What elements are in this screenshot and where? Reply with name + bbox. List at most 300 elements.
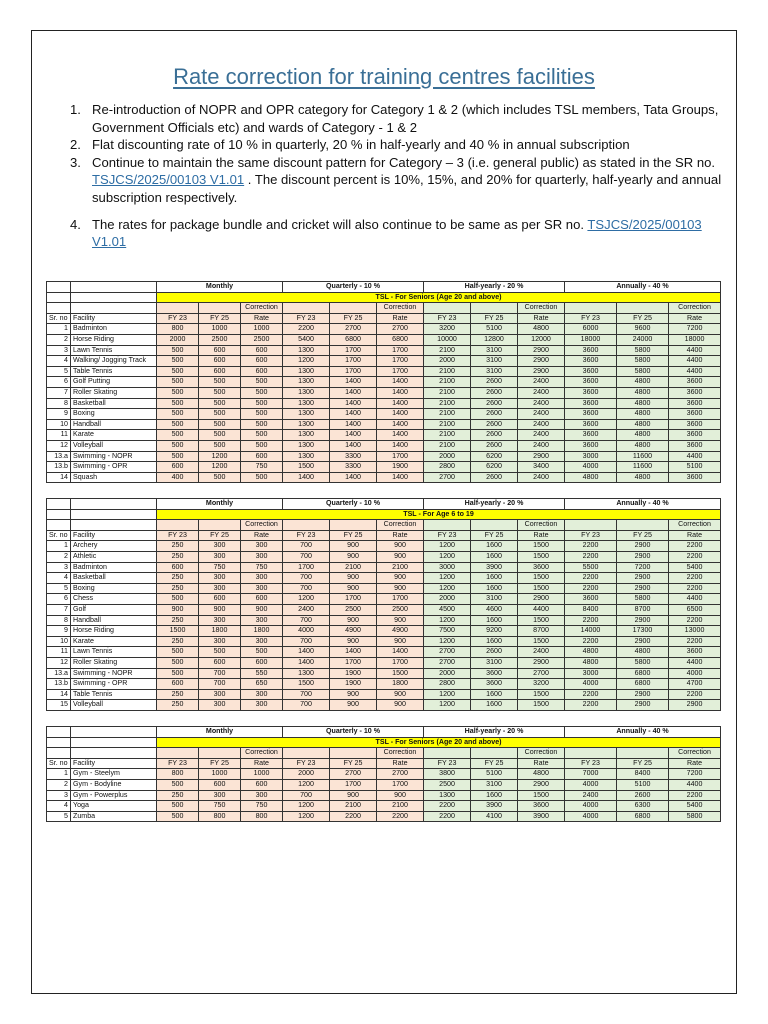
facility-name: Roller Skating xyxy=(71,657,157,668)
header-facility: Facility xyxy=(71,530,157,541)
sr-no-cell: 2 xyxy=(47,551,71,562)
rate-value: 6200 xyxy=(471,451,518,462)
rate-value: 900 xyxy=(377,583,424,594)
blank-cell xyxy=(47,499,71,510)
rate-value: 3600 xyxy=(669,430,721,441)
rate-value: 2500 xyxy=(330,604,377,615)
table-row xyxy=(47,409,721,420)
rate-value: 1900 xyxy=(377,462,424,473)
sr-no-cell: 11 xyxy=(47,647,71,658)
rate-value: 4900 xyxy=(377,626,424,637)
rate-value: 2400 xyxy=(518,377,565,388)
header-fy23: FY 23 xyxy=(565,313,617,324)
header-rate: Rate xyxy=(518,530,565,541)
header-rate: Rate xyxy=(377,758,424,769)
table-row xyxy=(47,387,721,398)
rate-value: 300 xyxy=(199,615,241,626)
rate-value: 4400 xyxy=(669,657,721,668)
rate-value: 300 xyxy=(199,551,241,562)
rate-value: 5800 xyxy=(617,657,669,668)
rate-value: 2900 xyxy=(518,451,565,462)
header-sr-no: Sr. no xyxy=(47,758,71,769)
category-banner: TSL - For Age 6 to 19 xyxy=(157,509,721,520)
rate-value: 5500 xyxy=(565,562,617,573)
rate-value: 1300 xyxy=(283,440,330,451)
sr-no-cell: 2 xyxy=(47,779,71,790)
rate-value: 3400 xyxy=(518,462,565,473)
rate-value: 3300 xyxy=(330,451,377,462)
rate-value: 6800 xyxy=(617,679,669,690)
rate-value: 250 xyxy=(157,573,199,584)
rate-value: 3600 xyxy=(565,377,617,388)
rate-value: 4800 xyxy=(565,657,617,668)
rate-value: 2600 xyxy=(471,377,518,388)
rate-value: 5800 xyxy=(617,356,669,367)
rate-value: 750 xyxy=(241,801,283,812)
rate-value: 2200 xyxy=(424,811,471,822)
rate-value: 1700 xyxy=(330,366,377,377)
rate-value: 650 xyxy=(241,679,283,690)
rate-value: 900 xyxy=(377,689,424,700)
rate-value: 18000 xyxy=(669,334,721,345)
point-text: Re-introduction of NOPR and OPR category for Category 1 & 2 (which includes TSL members, Tata Groups, Government Officials etc) and wards of Category - 1 & 2 xyxy=(92,102,719,135)
facility-name: Table Tennis xyxy=(71,689,157,700)
point-number: 1. xyxy=(70,102,81,117)
rate-value: 3600 xyxy=(669,419,721,430)
blank-cell xyxy=(47,748,71,759)
rate-value: 1400 xyxy=(377,398,424,409)
rate-value: 2800 xyxy=(424,462,471,473)
rate-value: 2200 xyxy=(669,636,721,647)
rate-value: 2600 xyxy=(471,419,518,430)
rate-value: 1700 xyxy=(330,356,377,367)
rate-value: 3600 xyxy=(565,387,617,398)
rate-value: 1500 xyxy=(518,636,565,647)
rate-value: 9200 xyxy=(471,626,518,637)
rate-value: 900 xyxy=(377,636,424,647)
sr-no-cell: 7 xyxy=(47,387,71,398)
rate-value: 1500 xyxy=(518,689,565,700)
table-row xyxy=(47,668,721,679)
rate-value: 300 xyxy=(241,541,283,552)
correction-label-row xyxy=(47,748,721,759)
rate-value: 2000 xyxy=(157,334,199,345)
blank-cell xyxy=(471,748,518,759)
rate-value: 4400 xyxy=(669,356,721,367)
rate-value: 1400 xyxy=(283,647,330,658)
rate-value: 2200 xyxy=(283,324,330,335)
table-row xyxy=(47,398,721,409)
rate-value: 1200 xyxy=(424,689,471,700)
rate-value: 2600 xyxy=(471,472,518,483)
rate-value: 2800 xyxy=(424,679,471,690)
rate-value: 24000 xyxy=(617,334,669,345)
rate-value: 900 xyxy=(330,700,377,711)
sr-link[interactable]: TSJCS/2025/00103 V1.01 xyxy=(92,216,702,250)
rate-value: 2200 xyxy=(565,541,617,552)
table-row xyxy=(47,419,721,430)
rate-value: 2100 xyxy=(424,366,471,377)
header-fy25: FY 25 xyxy=(330,758,377,769)
rate-value: 2100 xyxy=(424,409,471,420)
facility-name: Karate xyxy=(71,636,157,647)
rate-value: 3600 xyxy=(518,801,565,812)
rate-value: 6200 xyxy=(471,462,518,473)
rate-value: 2100 xyxy=(424,440,471,451)
rate-value: 1300 xyxy=(283,668,330,679)
rate-value: 1400 xyxy=(330,647,377,658)
rate-value: 1200 xyxy=(199,462,241,473)
facility-name: Gym - Bodyline xyxy=(71,779,157,790)
rate-value: 1000 xyxy=(199,324,241,335)
point-number: 3. xyxy=(70,154,81,170)
rate-value: 2200 xyxy=(669,541,721,552)
rate-value: 1400 xyxy=(377,377,424,388)
rate-value: 1600 xyxy=(471,700,518,711)
rate-value: 5100 xyxy=(471,324,518,335)
rate-value: 2600 xyxy=(471,409,518,420)
rate-value: 500 xyxy=(199,430,241,441)
rate-value: 600 xyxy=(157,462,199,473)
rate-value: 500 xyxy=(241,409,283,420)
rate-value: 800 xyxy=(157,324,199,335)
rate-value: 2400 xyxy=(518,472,565,483)
rate-value: 2100 xyxy=(377,562,424,573)
rate-value: 2900 xyxy=(669,700,721,711)
rate-value: 2900 xyxy=(518,356,565,367)
blank-cell xyxy=(565,748,617,759)
rate-value: 1400 xyxy=(330,377,377,388)
rate-value: 3100 xyxy=(471,657,518,668)
table-row xyxy=(47,779,721,790)
rate-value: 4800 xyxy=(617,430,669,441)
rate-value: 900 xyxy=(157,604,199,615)
blank-cell xyxy=(47,727,71,738)
rate-value: 500 xyxy=(241,377,283,388)
rate-value: 1700 xyxy=(377,594,424,605)
table-row xyxy=(47,594,721,605)
rate-value: 5400 xyxy=(669,562,721,573)
rate-value: 1700 xyxy=(283,562,330,573)
rate-value: 3000 xyxy=(565,451,617,462)
rate-value: 3600 xyxy=(565,345,617,356)
rate-value: 300 xyxy=(241,689,283,700)
rate-value: 1300 xyxy=(283,451,330,462)
rate-value: 750 xyxy=(241,462,283,473)
rate-value: 2400 xyxy=(518,430,565,441)
header-sr-no: Sr. no xyxy=(47,530,71,541)
sr-no-cell: 4 xyxy=(47,356,71,367)
rate-value: 6800 xyxy=(617,811,669,822)
point-text: The rates for package bundle and cricket will also continue to be same as per SR no. xyxy=(92,216,588,232)
rate-value: 2100 xyxy=(424,430,471,441)
rate-value: 700 xyxy=(283,551,330,562)
sr-no-cell: 4 xyxy=(47,573,71,584)
table-row xyxy=(47,345,721,356)
category-row xyxy=(47,509,721,520)
rate-value: 1400 xyxy=(283,657,330,668)
rate-value: 4000 xyxy=(565,462,617,473)
rate-value: 2000 xyxy=(283,769,330,780)
rate-value: 2500 xyxy=(424,779,471,790)
rate-value: 4000 xyxy=(283,626,330,637)
rate-value: 2500 xyxy=(377,604,424,615)
rate-value: 300 xyxy=(241,700,283,711)
rate-value: 2400 xyxy=(518,409,565,420)
blank-cell xyxy=(424,748,471,759)
header-fy25: FY 25 xyxy=(617,530,669,541)
rate-value: 6800 xyxy=(617,668,669,679)
rate-value: 900 xyxy=(330,541,377,552)
rate-value: 5100 xyxy=(617,779,669,790)
table-row xyxy=(47,440,721,451)
rate-value: 3600 xyxy=(669,377,721,388)
facility-name: Basketball xyxy=(71,573,157,584)
header-annually: Annually - 40 % xyxy=(565,727,721,738)
facility-name: Karate xyxy=(71,430,157,441)
point-item xyxy=(70,136,724,154)
header-rate: Rate xyxy=(241,758,283,769)
sr-link[interactable]: TSJCS/2025/00103 V1.01 xyxy=(92,172,245,188)
rate-value: 1700 xyxy=(377,451,424,462)
blank-cell xyxy=(565,303,617,314)
rate-value: 2100 xyxy=(424,419,471,430)
rate-value: 1400 xyxy=(377,472,424,483)
facility-name: Badminton xyxy=(71,562,157,573)
rate-value: 1200 xyxy=(424,551,471,562)
rate-value: 2900 xyxy=(617,700,669,711)
rate-value: 500 xyxy=(157,779,199,790)
rate-value: 600 xyxy=(241,345,283,356)
blank-cell xyxy=(471,303,518,314)
rate-value: 4800 xyxy=(617,419,669,430)
rate-value: 3600 xyxy=(669,387,721,398)
rate-value: 250 xyxy=(157,636,199,647)
rate-value: 2900 xyxy=(518,657,565,668)
rate-value: 700 xyxy=(283,573,330,584)
sr-no-cell: 12 xyxy=(47,440,71,451)
rate-value: 700 xyxy=(199,679,241,690)
rate-value: 3600 xyxy=(565,356,617,367)
rate-value: 2700 xyxy=(518,668,565,679)
blank-cell xyxy=(71,499,157,510)
table-row xyxy=(47,573,721,584)
header-rate: Rate xyxy=(518,313,565,324)
sr-no-cell: 6 xyxy=(47,594,71,605)
table-row xyxy=(47,615,721,626)
blank-cell xyxy=(71,292,157,303)
rate-value: 2200 xyxy=(669,583,721,594)
blank-cell xyxy=(617,748,669,759)
rate-value: 3600 xyxy=(471,668,518,679)
rate-value: 600 xyxy=(199,345,241,356)
facility-name: Lawn Tennis xyxy=(71,345,157,356)
rate-value: 3600 xyxy=(565,398,617,409)
rate-value: 500 xyxy=(157,430,199,441)
sr-no-cell: 3 xyxy=(47,790,71,801)
rate-value: 500 xyxy=(157,387,199,398)
table-row xyxy=(47,324,721,335)
rate-value: 1200 xyxy=(283,779,330,790)
rate-value: 4600 xyxy=(471,604,518,615)
rate-value: 3200 xyxy=(424,324,471,335)
rate-value: 3900 xyxy=(471,562,518,573)
sr-no-cell: 9 xyxy=(47,409,71,420)
table-row xyxy=(47,679,721,690)
rate-value: 800 xyxy=(199,811,241,822)
rate-value: 1700 xyxy=(377,345,424,356)
sr-no-cell: 5 xyxy=(47,811,71,822)
rate-value: 3100 xyxy=(471,345,518,356)
rate-value: 6500 xyxy=(669,604,721,615)
header-monthly: Monthly xyxy=(157,727,283,738)
rate-value: 3600 xyxy=(669,647,721,658)
rate-value: 500 xyxy=(241,430,283,441)
rate-value: 2900 xyxy=(617,541,669,552)
rate-value: 600 xyxy=(241,594,283,605)
rate-value: 500 xyxy=(157,366,199,377)
rate-value: 600 xyxy=(199,779,241,790)
blank-cell xyxy=(330,520,377,531)
rate-value: 3600 xyxy=(471,679,518,690)
rate-value: 1000 xyxy=(199,769,241,780)
table-row xyxy=(47,377,721,388)
rate-value: 1700 xyxy=(330,345,377,356)
rate-value: 2000 xyxy=(424,594,471,605)
rate-value: 8700 xyxy=(518,626,565,637)
rate-value: 300 xyxy=(241,615,283,626)
rate-value: 500 xyxy=(157,440,199,451)
blank-cell xyxy=(199,748,241,759)
rate-value: 1300 xyxy=(283,377,330,388)
header-monthly: Monthly xyxy=(157,282,283,293)
rate-value: 700 xyxy=(283,615,330,626)
blank-cell xyxy=(283,303,330,314)
rate-value: 2200 xyxy=(565,636,617,647)
header-fy25: FY 25 xyxy=(330,530,377,541)
rate-value: 2700 xyxy=(377,769,424,780)
point-number: 2. xyxy=(70,137,81,153)
header-annually: Annually - 40 % xyxy=(565,499,721,510)
correction-label: Correction xyxy=(669,748,721,759)
rate-value: 700 xyxy=(283,700,330,711)
blank-cell xyxy=(47,282,71,293)
header-rate: Rate xyxy=(669,530,721,541)
sr-no-cell: 12 xyxy=(47,657,71,668)
rate-value: 900 xyxy=(377,551,424,562)
correction-label: Correction xyxy=(669,303,721,314)
rate-value: 4100 xyxy=(471,811,518,822)
point-text: . The discount percent is 10%, 15%, and 20% for quarterly, half-yearly and annual subscription respectively. xyxy=(92,172,722,205)
sr-no-cell: 1 xyxy=(47,769,71,780)
rate-value: 1300 xyxy=(283,409,330,420)
rate-value: 3800 xyxy=(424,769,471,780)
table-row xyxy=(47,790,721,801)
header-facility: Facility xyxy=(71,313,157,324)
facility-name: Gym - Powerplus xyxy=(71,790,157,801)
sr-no-cell: 8 xyxy=(47,615,71,626)
rate-value: 3600 xyxy=(565,594,617,605)
rate-value: 8700 xyxy=(617,604,669,615)
header-rate: Rate xyxy=(377,313,424,324)
points-list xyxy=(70,101,724,251)
rate-value: 3900 xyxy=(518,811,565,822)
rate-value: 11600 xyxy=(617,451,669,462)
rate-value: 4400 xyxy=(669,451,721,462)
rate-value: 3300 xyxy=(330,462,377,473)
rate-value: 2200 xyxy=(565,583,617,594)
rate-value: 5800 xyxy=(669,811,721,822)
rate-value: 1400 xyxy=(377,440,424,451)
rate-value: 500 xyxy=(157,668,199,679)
rate-value: 1500 xyxy=(377,668,424,679)
rate-value: 1500 xyxy=(518,583,565,594)
rate-value: 1600 xyxy=(471,689,518,700)
rate-value: 2200 xyxy=(565,573,617,584)
rate-value: 300 xyxy=(241,636,283,647)
sr-no-cell: 2 xyxy=(47,334,71,345)
rate-value: 1500 xyxy=(518,541,565,552)
rate-table-gym-seniors xyxy=(46,726,721,822)
rate-value: 250 xyxy=(157,541,199,552)
category-row xyxy=(47,292,721,303)
correction-label-row xyxy=(47,520,721,531)
blank-cell xyxy=(71,520,157,531)
header-fy25: FY 25 xyxy=(471,313,518,324)
rate-value: 1400 xyxy=(330,387,377,398)
table-row xyxy=(47,462,721,473)
rate-value: 900 xyxy=(330,636,377,647)
category-banner: TSL - For Seniors (Age 20 and above) xyxy=(157,737,721,748)
rate-value: 500 xyxy=(199,387,241,398)
rate-value: 3000 xyxy=(565,668,617,679)
header-fy23: FY 23 xyxy=(424,530,471,541)
rate-value: 1200 xyxy=(283,801,330,812)
rate-value: 300 xyxy=(199,636,241,647)
rate-value: 3600 xyxy=(565,419,617,430)
blank-cell xyxy=(157,520,199,531)
rate-value: 2200 xyxy=(565,700,617,711)
rate-value: 1800 xyxy=(377,679,424,690)
header-half-yearly: Half-yearly - 20 % xyxy=(424,499,565,510)
rate-value: 1600 xyxy=(471,636,518,647)
header-fy23: FY 23 xyxy=(283,758,330,769)
rate-value: 600 xyxy=(241,356,283,367)
table-row xyxy=(47,366,721,377)
rate-value: 900 xyxy=(377,700,424,711)
table-row xyxy=(47,647,721,658)
blank-cell xyxy=(424,303,471,314)
rate-value: 2100 xyxy=(424,345,471,356)
rate-value: 2100 xyxy=(377,801,424,812)
rate-value: 12000 xyxy=(518,334,565,345)
rate-value: 600 xyxy=(199,356,241,367)
rate-value: 2000 xyxy=(424,668,471,679)
rate-value: 1500 xyxy=(283,462,330,473)
rate-value: 2600 xyxy=(617,790,669,801)
rate-value: 1500 xyxy=(157,626,199,637)
rate-value: 300 xyxy=(199,689,241,700)
table-row xyxy=(47,583,721,594)
point-text: Continue to maintain the same discount pattern for Category – 3 (i.e. general public) as stated in the SR no. xyxy=(92,154,716,170)
table-row xyxy=(47,430,721,441)
sr-no-cell: 10 xyxy=(47,419,71,430)
blank-cell xyxy=(47,292,71,303)
facility-name: Archery xyxy=(71,541,157,552)
rate-value: 2100 xyxy=(330,562,377,573)
rate-value: 7200 xyxy=(617,562,669,573)
rate-value: 500 xyxy=(199,647,241,658)
